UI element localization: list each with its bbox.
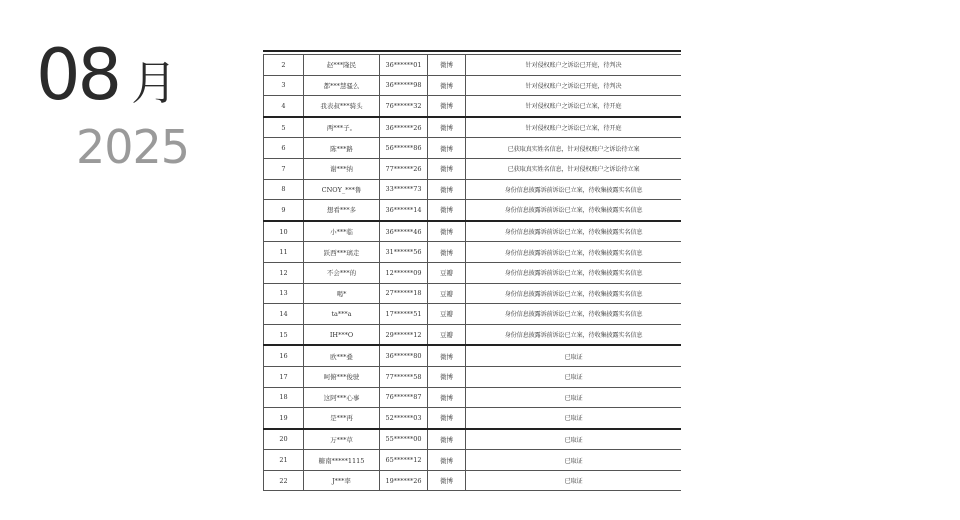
platform-cell: 微博 <box>428 450 466 471</box>
platform-cell: 微博 <box>428 55 466 76</box>
account-name-cell: CNOY_***鲁 <box>304 179 380 200</box>
table-row <box>264 429 682 450</box>
account-name-cell: 万***草 <box>304 429 380 450</box>
account-id-cell: 36******98 <box>380 75 428 96</box>
case-status-cell: 已取证 <box>466 408 682 429</box>
row-number-cell: 16 <box>264 345 304 366</box>
platform-cell: 豆瓣 <box>428 304 466 325</box>
platform-cell: 微博 <box>428 221 466 242</box>
row-number-cell: 20 <box>264 429 304 450</box>
account-id-cell: 33******73 <box>380 179 428 200</box>
row-number-cell: 2 <box>264 55 304 76</box>
case-status-cell: 身份信息披露诉前诉讼已立案，待收集披露实名信息 <box>466 304 682 325</box>
platform-cell: 微博 <box>428 429 466 450</box>
platform-cell: 微博 <box>428 117 466 138</box>
record-table-body <box>264 55 682 491</box>
case-status-cell: 身份信息披露诉前诉讼已立案，待收集披露实名信息 <box>466 262 682 283</box>
platform-cell: 微博 <box>428 345 466 366</box>
account-name-cell: 我表叔***骑头 <box>304 96 380 117</box>
row-number-cell: 19 <box>264 408 304 429</box>
account-id-cell: 56******86 <box>380 138 428 159</box>
account-id-cell: 76******32 <box>380 96 428 117</box>
table-row <box>264 283 682 304</box>
account-name-cell: 欧***叠 <box>304 345 380 366</box>
platform-cell: 微博 <box>428 179 466 200</box>
case-status-cell: 已取证 <box>466 450 682 471</box>
account-id-cell: 77******58 <box>380 366 428 387</box>
platform-cell: 微博 <box>428 470 466 491</box>
case-status-cell: 针对侵权账户之诉讼已立案，待开庭 <box>466 96 682 117</box>
month-line <box>36 34 196 116</box>
account-name-cell: 糖南*****1115 <box>304 450 380 471</box>
row-number-cell: 11 <box>264 242 304 263</box>
row-number-cell: 3 <box>264 75 304 96</box>
table-row <box>264 117 682 138</box>
platform-cell: 豆瓣 <box>428 262 466 283</box>
row-number-cell: 14 <box>264 304 304 325</box>
record-table <box>263 54 681 491</box>
account-id-cell: 55******00 <box>380 429 428 450</box>
row-number-cell: 4 <box>264 96 304 117</box>
row-number-cell: 6 <box>264 138 304 159</box>
account-name-cell: 喝* <box>304 283 380 304</box>
account-id-cell: 76******87 <box>380 387 428 408</box>
account-id-cell: 36******26 <box>380 117 428 138</box>
case-status-cell: 已获取真实姓名信息，针对侵权账户之诉讼待立案 <box>466 158 682 179</box>
date-display <box>36 34 196 174</box>
platform-cell: 微博 <box>428 75 466 96</box>
platform-cell: 微博 <box>428 366 466 387</box>
row-number-cell: 22 <box>264 470 304 491</box>
account-name-cell: 都***慧骚么 <box>304 75 380 96</box>
row-number-cell: 8 <box>264 179 304 200</box>
account-name-cell: 这阿***心事 <box>304 387 380 408</box>
account-id-cell: 17******51 <box>380 304 428 325</box>
platform-cell: 豆瓣 <box>428 283 466 304</box>
table-row <box>264 345 682 366</box>
case-status-cell: 已取证 <box>466 387 682 408</box>
account-name-cell: 跃西***璃走 <box>304 242 380 263</box>
account-id-cell: 31******56 <box>380 242 428 263</box>
table-row <box>264 221 682 242</box>
account-name-cell: 想看***多 <box>304 200 380 221</box>
platform-cell: 微博 <box>428 96 466 117</box>
account-id-cell: 36******14 <box>380 200 428 221</box>
account-id-cell: 36******01 <box>380 55 428 76</box>
table-row <box>264 138 682 159</box>
row-number-cell: 21 <box>264 450 304 471</box>
platform-cell: 微博 <box>428 387 466 408</box>
platform-cell: 微博 <box>428 242 466 263</box>
case-status-cell: 身份信息披露诉前诉讼已立案，待收集披露实名信息 <box>466 283 682 304</box>
year-number: 2025 <box>76 120 190 174</box>
case-status-cell: 已取证 <box>466 429 682 450</box>
row-number-cell: 15 <box>264 324 304 345</box>
row-number-cell: 12 <box>264 262 304 283</box>
account-name-cell: 不会***的 <box>304 262 380 283</box>
table-row <box>264 242 682 263</box>
account-id-cell: 36******80 <box>380 345 428 366</box>
row-number-cell: 5 <box>264 117 304 138</box>
table-row <box>264 200 682 221</box>
account-id-cell: 19******26 <box>380 470 428 491</box>
account-name-cell: 陈***路 <box>304 138 380 159</box>
table-row <box>264 304 682 325</box>
table-row <box>264 408 682 429</box>
row-number-cell: 17 <box>264 366 304 387</box>
table-row <box>264 470 682 491</box>
platform-cell: 微博 <box>428 200 466 221</box>
table-row <box>264 324 682 345</box>
table-row <box>264 96 682 117</box>
case-status-cell: 身份信息披露诉前诉讼已立案，待收集披露实名信息 <box>466 324 682 345</box>
table-row <box>264 262 682 283</box>
row-number-cell: 10 <box>264 221 304 242</box>
table-row <box>264 366 682 387</box>
case-status-cell: 针对侵权账户之诉讼已开庭，待判决 <box>466 75 682 96</box>
account-name-cell: 谢***纳 <box>304 158 380 179</box>
platform-cell: 微博 <box>428 138 466 159</box>
case-status-cell: 已取证 <box>466 345 682 366</box>
account-name-cell: J***率 <box>304 470 380 491</box>
account-id-cell: 36******46 <box>380 221 428 242</box>
table-row <box>264 387 682 408</box>
platform-cell: 微博 <box>428 408 466 429</box>
account-name-cell: IH***O <box>304 324 380 345</box>
row-number-cell: 18 <box>264 387 304 408</box>
account-name-cell: 是***再 <box>304 408 380 429</box>
account-name-cell: ta***a <box>304 304 380 325</box>
table-row <box>264 75 682 96</box>
table-row <box>264 450 682 471</box>
account-id-cell: 52******03 <box>380 408 428 429</box>
case-status-cell: 身份信息披露诉前诉讼已立案，待收集披露实名信息 <box>466 242 682 263</box>
row-number-cell: 7 <box>264 158 304 179</box>
row-number-cell: 9 <box>264 200 304 221</box>
account-name-cell: 赵***隆民 <box>304 55 380 76</box>
platform-cell: 微博 <box>428 158 466 179</box>
case-status-cell: 身份信息披露诉前诉讼已立案，待收集披露实名信息 <box>466 179 682 200</box>
case-status-cell: 针对侵权账户之诉讼已开庭，待判决 <box>466 55 682 76</box>
table-row <box>264 158 682 179</box>
table-row <box>264 179 682 200</box>
account-name-cell: 呵俯***俊驶 <box>304 366 380 387</box>
case-status-cell: 身份信息披露诉前诉讼已立案，待收集披露实名信息 <box>466 200 682 221</box>
month-unit: 月 <box>131 56 178 110</box>
account-id-cell: 27******18 <box>380 283 428 304</box>
account-id-cell: 65******12 <box>380 450 428 471</box>
case-status-cell: 已获取真实姓名信息，针对侵权账户之诉讼待立案 <box>466 138 682 159</box>
month-number: 08 <box>36 34 120 116</box>
account-name-cell: 小***临 <box>304 221 380 242</box>
account-name-cell: 两***子。 <box>304 117 380 138</box>
account-id-cell: 12******09 <box>380 262 428 283</box>
account-id-cell: 29******12 <box>380 324 428 345</box>
case-status-cell: 身份信息披露诉前诉讼已立案，待收集披露实名信息 <box>466 221 682 242</box>
case-status-cell: 已取证 <box>466 470 682 491</box>
table-row <box>264 55 682 76</box>
row-number-cell: 13 <box>264 283 304 304</box>
account-id-cell: 77******26 <box>380 158 428 179</box>
case-status-cell: 已取证 <box>466 366 682 387</box>
case-status-cell: 针对侵权账户之诉讼已立案，待开庭 <box>466 117 682 138</box>
platform-cell: 豆瓣 <box>428 324 466 345</box>
document-image[interactable] <box>263 50 681 493</box>
